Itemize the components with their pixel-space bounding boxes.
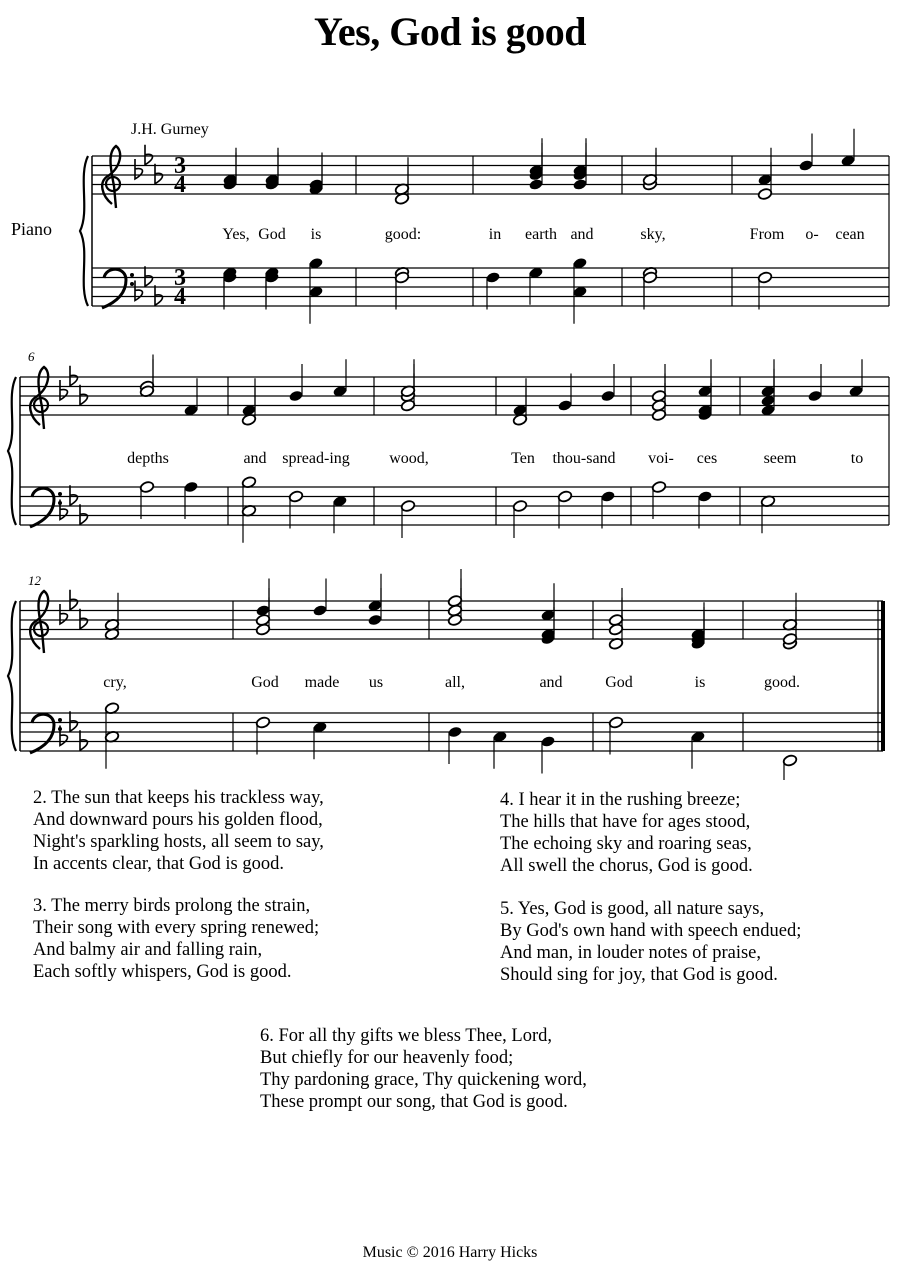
quarter-note-head [485,271,500,284]
quarter-note-head [447,726,462,739]
lyric-syllable: voi- [648,450,674,467]
lyric-syllable: seem [763,450,797,467]
quarter-note-head [540,735,555,748]
flat-sign [80,504,88,524]
half-note-head [608,614,623,627]
lyric-syllable: cry, [103,674,127,691]
brace [8,601,16,751]
flat-sign [70,366,78,386]
quarter-note-head [557,399,572,412]
brace [8,377,16,525]
bass-clef-dot [58,718,62,722]
verse-line: By God's own hand with speech endued; [500,921,802,941]
lyric-syllable: wood, [389,450,429,467]
bass-clef [30,714,54,753]
half-note-head [139,481,154,494]
verse-line: In accents clear, that God is good. [33,854,284,874]
half-note-head [757,271,772,284]
lyric-syllable: us [368,674,384,691]
flat-sign [155,285,163,305]
flat-sign [145,266,153,286]
half-note-head [608,716,623,729]
quarter-note-head [798,159,813,172]
lyric-syllable: o- [805,226,819,243]
lyric-syllable: good: [384,226,422,243]
half-note-head [255,716,270,729]
verse-line: 5. Yes, God is good, all nature says, [500,899,765,919]
bass-clef-dot [130,282,134,286]
half-note-head [512,500,527,513]
quarter-note-head [367,614,382,627]
lyric-syllable: and [539,674,563,691]
quarter-note-head [600,390,615,403]
lyric-syllable: God [258,226,286,243]
flat-sign [80,609,88,629]
verse-line: 4. I hear it in the rushing breeze; [500,790,741,810]
lyric-syllable: is [694,674,706,691]
verse-6 [260,1025,587,1113]
bass-clef-dot [58,492,62,496]
lyric-syllable: God [251,674,279,691]
verse-line: Each softly whispers, God is good. [33,962,292,982]
half-note-head [757,188,772,201]
verse-line: Their song with every spring renewed; [33,918,320,938]
lyric-syllable: to [850,450,864,467]
lyric-syllable: is [310,226,322,243]
lyric-syllable: and [243,450,267,467]
quarter-note-head [288,390,303,403]
lyric-syllable: thou-sand [552,450,616,467]
quarter-note-head [255,604,270,617]
flat-sign [60,380,68,400]
flat-sign [155,164,163,184]
verse-line: 3. The merry birds prolong the strain, [33,896,311,916]
half-note-head [400,500,415,513]
flat-sign [80,730,88,750]
verse-4 [500,789,753,877]
measure-number: 6 [28,349,35,364]
flat-sign [60,604,68,624]
lyric-syllable: made [304,674,340,691]
lyric-syllable: earth [525,226,557,243]
measure-number: 12 [28,573,41,588]
time-signature-bottom: 4 [174,172,186,198]
verse-line: 2. The sun that keeps his trackless way, [33,788,324,808]
quarter-note-head [807,390,822,403]
instrument-label: Piano [11,219,53,239]
verse-line: The hills that have for ages stood, [500,812,751,832]
verse-line: But chiefly for our heavenly food; [260,1048,514,1068]
time-signature-top: 3 [174,153,186,179]
verse-line: Night's sparkling hosts, all seem to say, [33,832,324,852]
verse-line: These prompt our song, that God is good. [260,1092,568,1112]
bass-clef-dot [130,273,134,277]
lyric-syllable: From [749,226,785,243]
lyric-syllable: good. [764,674,800,691]
verse-line: And man, in louder notes of praise, [500,943,761,963]
flat-sign [70,711,78,731]
verse-line: 6. For all thy gifts we bless Thee, Lord, [260,1026,553,1046]
page-title: Yes, God is good [313,9,587,54]
half-note-head [651,481,666,494]
brace [80,156,88,306]
bass-clef [102,269,126,308]
lyric-syllable: all, [445,674,465,691]
quarter-note-head [600,490,615,503]
flat-sign [135,159,143,179]
verse-line: And downward pours his golden flood, [33,810,323,830]
lyric-syllable: in [488,226,502,243]
half-note-head [651,390,666,403]
lyric-syllable: depths [127,450,169,467]
quarter-note-head [528,178,543,191]
bass-clef [30,488,54,527]
half-note-head [255,614,270,627]
flat-sign [70,485,78,505]
time-signature-top: 3 [174,265,186,291]
quarter-note-head [697,490,712,503]
final-barline-thick [881,601,885,751]
verse-line: The echoing sky and roaring seas, [500,834,752,854]
half-note-head [447,595,462,608]
lyric-syllable: Ten [511,450,535,467]
half-note-head [782,754,797,767]
verse-5 [500,898,801,986]
quarter-note-head [572,178,587,191]
composer-credit: J.H. Gurney [131,121,209,138]
flat-sign [135,281,143,301]
lyric-syllable: spread-ing [282,450,350,467]
flat-sign [80,385,88,405]
lyric-syllable: Yes, [222,226,250,243]
copyright-footer: Music © 2016 Harry Hicks [362,1244,538,1261]
lyric-syllable: cean [835,226,865,243]
lyric-syllable: ces [696,450,718,467]
flat-sign [70,590,78,610]
verse-2 [33,787,324,875]
lyric-syllable: and [570,226,594,243]
quarter-note-head [183,481,198,494]
verse-line: And balmy air and falling rain, [33,940,263,960]
half-note-head [288,490,303,503]
verse-line: Thy pardoning grace, Thy quickening word, [260,1070,587,1090]
lyric-syllable: sky, [640,226,666,243]
verse-line: Should sing for joy, that God is good. [500,965,778,985]
time-signature-bottom: 4 [174,284,186,310]
verse-3 [33,895,319,983]
verse-line: All swell the chorus, God is good. [500,856,753,876]
quarter-note-head [312,604,327,617]
half-note-head [557,490,572,503]
flat-sign [145,145,153,165]
lyric-syllable: God [605,674,633,691]
